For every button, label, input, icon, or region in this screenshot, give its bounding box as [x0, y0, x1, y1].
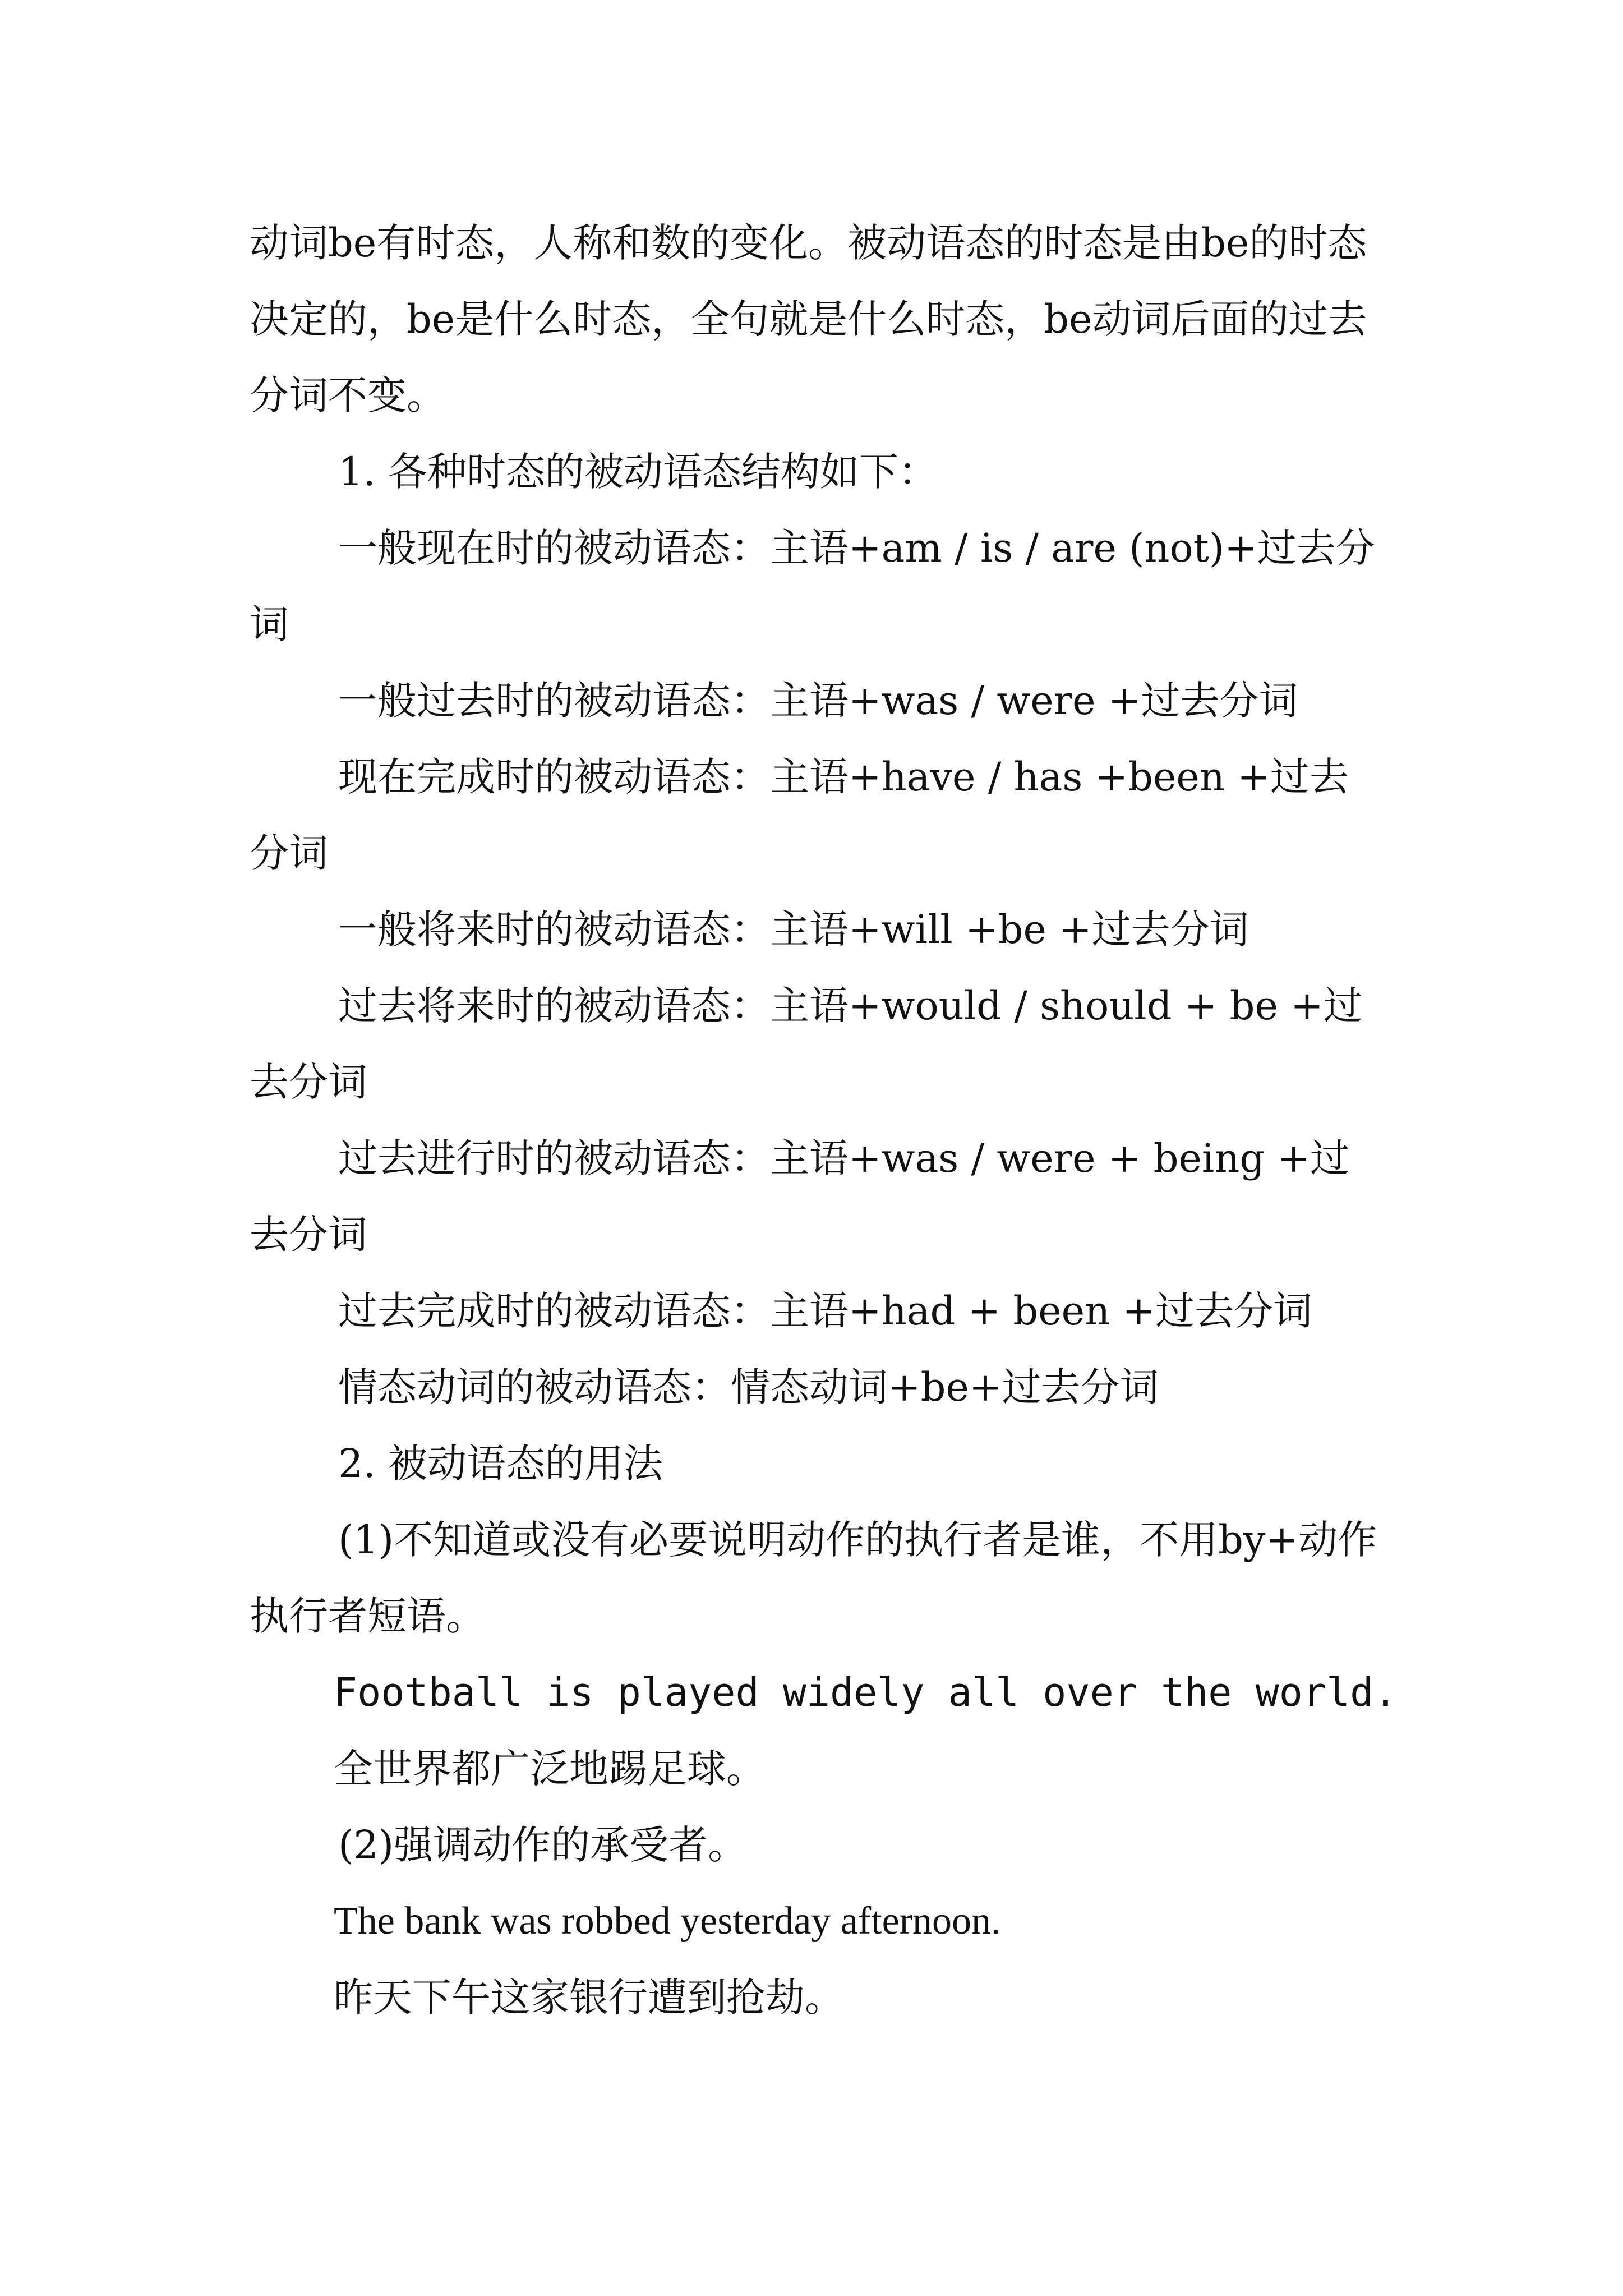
structure-simple-present: 一般现在时的被动语态：主语+am / is / are (not)+过去分词 [250, 525, 1375, 647]
section-heading-usage: 2. 被动语态的用法 [338, 1441, 663, 1487]
structure-modal-verbs: 情态动词的被动语态：情态动词+be+过去分词 [338, 1364, 1159, 1410]
structure-past-perfect: 过去完成时的被动语态：主语+had + been +过去分词 [338, 1288, 1313, 1334]
structure-simple-past: 一般过去时的被动语态：主语+was / were +过去分词 [338, 678, 1298, 724]
structure-future-in-past: 过去将来时的被动语态：主语+would / should + be +过去分词 [250, 983, 1363, 1105]
structure-simple-future: 一般将来时的被动语态：主语+will +be +过去分词 [338, 907, 1249, 953]
document-page [250, 205, 1398, 2036]
intro-paragraph: 动词be有时态，人称和数的变化。被动语态的时态是由be的时态决定的，be是什么时态，全句就是什么时态，be动词后面的过去分词不变。 [250, 220, 1367, 418]
usage-1-example-english: Football is played widely all over the world. [334, 1669, 1398, 1715]
section-heading-tense-structures: 1. 各种时态的被动语态结构如下： [338, 449, 938, 495]
usage-1-example-chinese: 全世界都广泛地踢足球。 [334, 1746, 766, 1792]
usage-2-example-chinese: 昨天下午这家银行遭到抢劫。 [334, 1975, 844, 2021]
structure-present-perfect: 现在完成时的被动语态：主语+have / has +been +过去分词 [250, 754, 1349, 876]
usage-1-description: (1)不知道或没有必要说明动作的执行者是谁，不用by+动作执行者短语。 [250, 1517, 1377, 1639]
usage-2-example-english: The bank was robbed yesterday afternoon. [334, 1899, 1001, 1943]
structure-past-continuous: 过去进行时的被动语态：主语+was / were + being +过去分词 [250, 1135, 1350, 1258]
usage-2-description: (2)强调动作的承受者。 [338, 1822, 748, 1868]
